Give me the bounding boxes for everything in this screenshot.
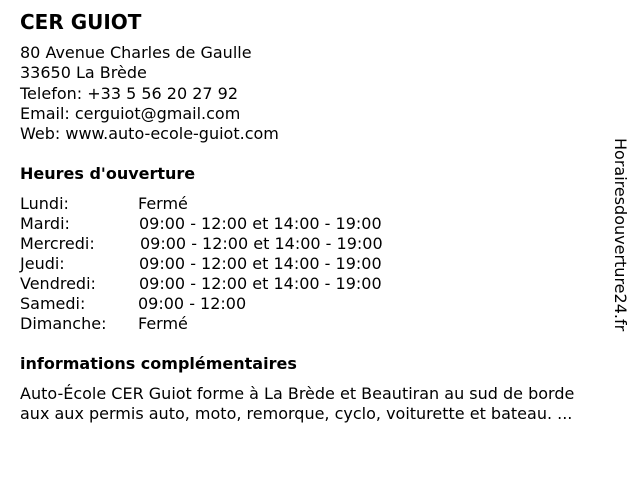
phone-text: Telefon: +33 5 56 20 27 92 — [20, 84, 239, 103]
day-hours: 09:00 - 12:00 et 14:00 - 19:00 — [139, 254, 382, 273]
site-watermark: Horairesdouverture24.fr — [611, 138, 630, 332]
day-label: Jeudi: — [20, 254, 65, 273]
description-line: Auto-École CER Guiot forme à La Brède et Beautiran au sud de borde — [20, 384, 575, 403]
day-hours: Fermé — [138, 314, 188, 333]
address-city: 33650 La Brède — [20, 63, 147, 82]
day-hours: 09:00 - 12:00 et 14:00 - 19:00 — [140, 234, 383, 253]
additional-info-heading: informations complémentaires — [20, 354, 297, 373]
day-hours: 09:00 - 12:00 et 14:00 - 19:00 — [139, 214, 382, 233]
day-label: Dimanche: — [20, 314, 107, 333]
opening-hours-heading: Heures d'ouverture — [20, 164, 196, 183]
business-name: CER GUIOT — [20, 10, 142, 34]
email-text: Email: cerguiot@gmail.com — [20, 104, 241, 123]
description-line: aux aux permis auto, moto, remorque, cyclo, voiturette et bateau. ... — [20, 404, 573, 423]
day-label: Samedi: — [20, 294, 86, 313]
day-label: Vendredi: — [20, 274, 96, 293]
day-hours: Fermé — [138, 194, 188, 213]
day-hours: 09:00 - 12:00 et 14:00 - 19:00 — [139, 274, 382, 293]
day-label: Mardi: — [20, 214, 70, 233]
day-label: Mercredi: — [20, 234, 95, 253]
address-street: 80 Avenue Charles de Gaulle — [20, 43, 252, 62]
day-hours: 09:00 - 12:00 — [138, 294, 247, 313]
day-label: Lundi: — [20, 194, 69, 213]
website-text: Web: www.auto-ecole-guiot.com — [20, 124, 279, 143]
